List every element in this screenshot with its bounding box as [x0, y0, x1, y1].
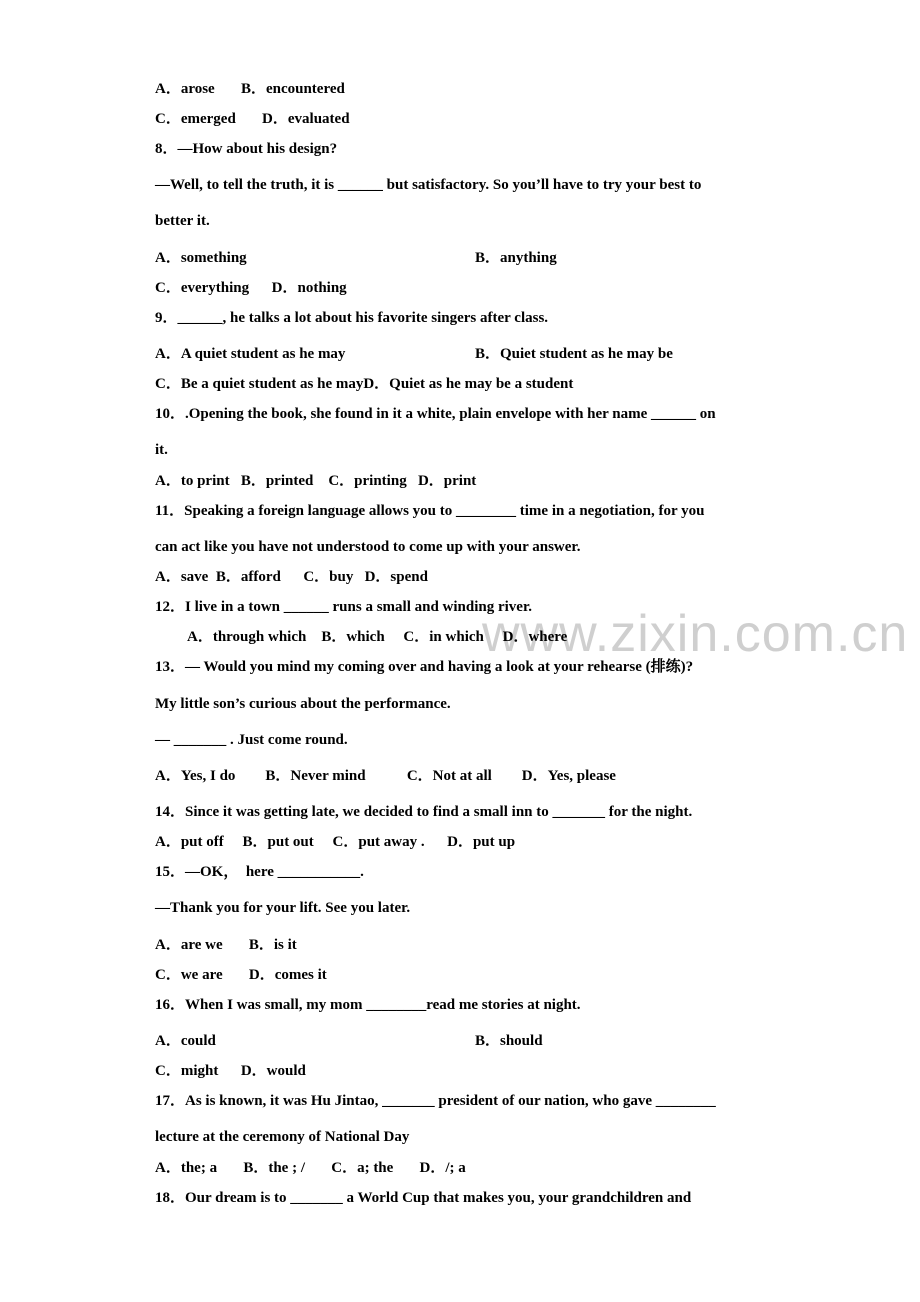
- text-line: A．the; a B．the ; / C．a; the D．/; a: [155, 1160, 466, 1176]
- watermark: www.zixin.com.cn: [482, 605, 909, 663]
- text-line: 10．.Opening the book, she found in it a white, plain envelope with her name ______ on: [155, 406, 716, 422]
- text-line: A．save B．afford C．buy D．spend: [155, 569, 428, 585]
- option-column-2: B．should: [475, 1033, 543, 1049]
- text-line: 11．Speaking a foreign language allows you to ________ time in a negotiation, for you: [155, 503, 705, 519]
- text-line: My little son’s curious about the performance.: [155, 696, 451, 712]
- text-line: 18．Our dream is to _______ a World Cup that makes you, your grandchildren and: [155, 1190, 692, 1206]
- text-line: C．might D．would: [155, 1063, 306, 1079]
- text-line: it.: [155, 442, 168, 458]
- text-line: 9．______, he talks a lot about his favorite singers after class.: [155, 310, 549, 326]
- text-line: A．to print B．printed C．printing D．print: [155, 473, 477, 489]
- text-line: —Well, to tell the truth, it is ______ but satisfactory. So you’ll have to try your best to: [155, 177, 702, 193]
- text-line: A．arose B．encountered: [155, 81, 345, 97]
- text-line: C．Be a quiet student as he mayD．Quiet as he may be a student: [155, 376, 574, 392]
- text-line: —Thank you for your lift. See you later.: [155, 900, 411, 916]
- text-line: A．something: [155, 250, 247, 266]
- text-line: 16．When I was small, my mom ________read me stories at night.: [155, 997, 581, 1013]
- text-line: better it.: [155, 213, 210, 229]
- text-line: A．Yes, I do B．Never mind C．Not at all D．Yes, please: [155, 768, 616, 784]
- text-line: 12．I live in a town ______ runs a small and winding river.: [155, 599, 532, 615]
- text-line: 8．—How about his design?: [155, 141, 338, 157]
- text-line: A．through which B．which C．in which D．where: [187, 629, 568, 645]
- text-line: 13．— Would you mind my coming over and having a look at your rehearse (排练)?: [155, 659, 694, 675]
- option-column-2: B．anything: [475, 250, 557, 266]
- text-line: A．are we B．is it: [155, 937, 297, 953]
- text-line: A．could: [155, 1033, 216, 1049]
- text-line: A．put off B．put out C．put away . D．put up: [155, 834, 516, 850]
- text-line: A．A quiet student as he may: [155, 346, 346, 362]
- text-line: lecture at the ceremony of National Day: [155, 1129, 410, 1145]
- text-line: 15．—OK， here ___________.: [155, 864, 364, 880]
- text-line: C．emerged D．evaluated: [155, 111, 350, 127]
- text-line: C．everything D．nothing: [155, 280, 347, 296]
- text-line: 14．Since it was getting late, we decided to find a small inn to _______ for the night.: [155, 804, 693, 820]
- text-line: 17．As is known, it was Hu Jintao, _______ president of our nation, who gave ________: [155, 1093, 716, 1109]
- option-column-2: B．Quiet student as he may be: [475, 346, 673, 362]
- text-line: can act like you have not understood to come up with your answer.: [155, 539, 581, 555]
- text-line: — _______ . Just come round.: [155, 732, 348, 748]
- text-line: C．we are D．comes it: [155, 967, 327, 983]
